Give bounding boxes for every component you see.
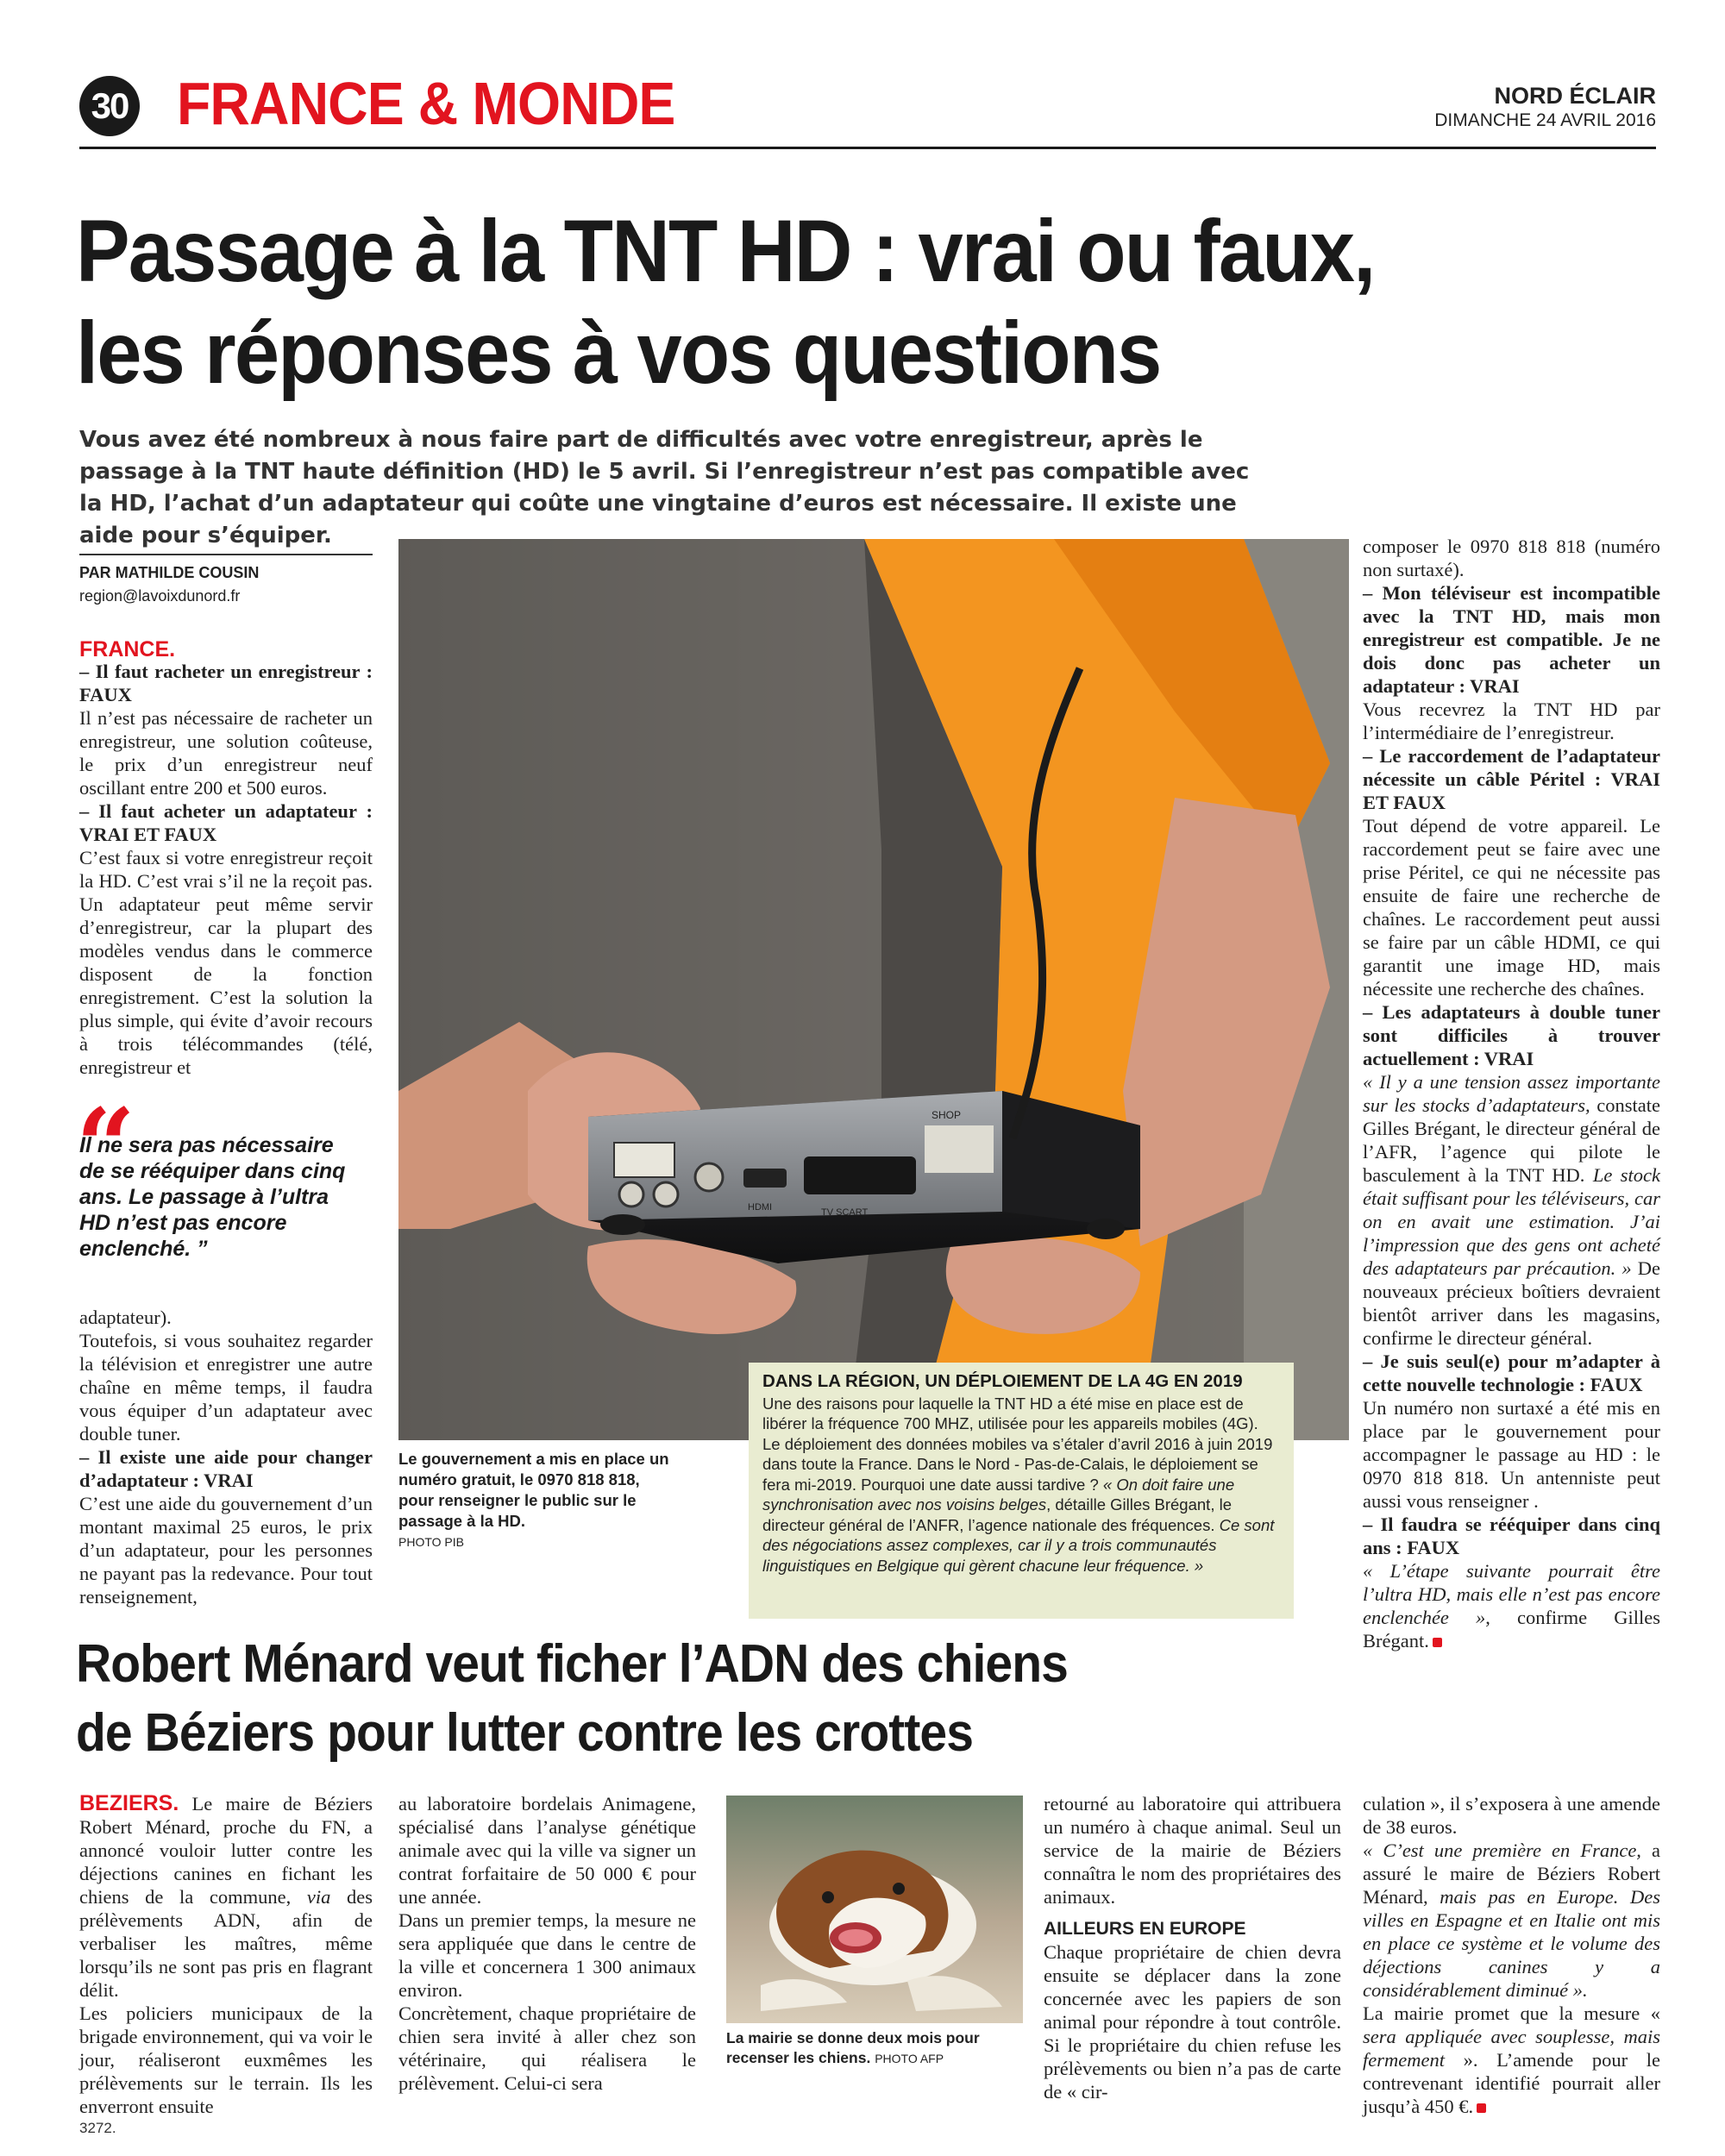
text: ». L’amende pour le contrevenant identifié pourrait aller jusqu’à 450 €. — [1363, 2049, 1660, 2117]
paragraph: C’est une aide du gouvernement d’un montant maximal 25 euros, le prix d’un adaptateur, pour les personnes ne payant pas la redevance. Pour tout renseignement, — [79, 1493, 373, 1608]
dog-illustration — [726, 1796, 1023, 2023]
info-box-4g — [749, 1363, 1294, 1619]
photo-credit: PHOTO AFP — [875, 2052, 944, 2065]
paragraph: C’est faux si votre enregistreur reçoit la HD. C’est vrai s’il ne la reçoit pas. Un adaptateur peut même servir d’enregistreur, car la plupart des modèles vendus dans le commerce disposent de la fonction enregistrement. C’est la solution la plus simple, qui évite d’avoir recours à trois télécommandes (télé, enregistreur et — [79, 847, 373, 1078]
info-box-quote: Ce sont des négociations assez complexes, car il y a trois communautés linguistiques en Belgique qui gèrent chacune leur fréquence. » — [762, 1515, 1275, 1575]
quote-text: mais pas en Europe. Des villes en Espagne et en Italie ont mis en place ce système et le volume des déjections canines y a considérablement diminué ». — [1363, 1886, 1660, 2001]
info-box-title: DANS LA RÉGION, UN DÉPLOIEMENT DE LA 4G EN 2019 — [762, 1371, 1243, 1391]
scart-port-label: TV SCART — [821, 1207, 869, 1218]
issue-date: DIMANCHE 24 AVRIL 2016 — [1434, 110, 1656, 130]
paragraph: retourné au laboratoire qui attribuera un numéro à chaque animal. Seul un service de la mairie de Béziers connaîtra le nom des propriétaires des animaux. — [1044, 1793, 1341, 1908]
photo-tnt-adapter — [398, 539, 1349, 1440]
article-2-headline — [76, 1630, 1266, 1768]
byline — [79, 554, 373, 605]
article-2-kicker: BEZIERS. — [79, 1791, 179, 1815]
headline-line-2: les réponses à vos questions — [76, 304, 1161, 402]
article-column-1 — [79, 638, 373, 1079]
paragraph: culation », il s’exposera à une amende de 38 euros. — [1363, 1793, 1660, 1838]
paragraph: Vous recevrez la TNT HD par l’intermédiaire de l’enregistreur. — [1363, 699, 1660, 743]
paragraph — [1363, 2002, 1660, 2118]
section-rubric: FRANCE & MONDE — [177, 70, 675, 137]
headline-line-1: Robert Ménard veut ficher l’ADN des chiens — [76, 1634, 1068, 1694]
photo-dog — [726, 1796, 1023, 2023]
quote-text: « C’est une première en France, — [1363, 1839, 1641, 1861]
paragraph: Chaque propriétaire de chien devra ensuite se déplacer dans la zone concernée avec les papiers de son animal pour répondre à tout contrôle. Si le propriétaire du chien refuse les prélèvements ou bien n’a pas de carte de « cir- — [1044, 1941, 1341, 2103]
device-brand-label: SHOP — [932, 1109, 962, 1121]
paragraph: Dans un premier temps, la mesure ne sera appliquée que dans le centre de la ville et concernera 1 300 animaux environ. — [398, 1909, 696, 2001]
paragraph: au laboratoire bordelais Animagene, spécialisé dans l’analyse génétique animale avec qui la ville va signer un contrat forfaitaire de 50 000 € pour une année. — [398, 1793, 696, 1908]
article-column-3 — [1363, 535, 1660, 1652]
question-4: – Mon téléviseur est incompatible avec la TNT HD, mais mon enregistreur est compatible. Je ne dois donc pas acheter un adaptateur : VRAI — [1363, 582, 1660, 697]
text: via — [306, 1886, 331, 1908]
quote-text: Le stock était suffisant pour les téléviseurs, car on en avait une estimation. J’ai l’impression que des gens ont acheté des adaptateurs par précaution. » — [1363, 1164, 1660, 1279]
paragraph: Concrètement, chaque propriétaire de chien sera invité à aller chez son vétérinaire, qui réalisera le prélèvement. Celui-ci sera — [398, 2002, 696, 2094]
quote-mark: “ — [76, 1086, 136, 1207]
paragraph — [1363, 1839, 1660, 2002]
author: PAR MATHILDE COUSIN — [79, 564, 260, 581]
text: des prélèvements ADN, afin de verbaliser les maîtres, même lorsqu’ils ne sont pas pris en flagrant délit. — [79, 1886, 373, 2001]
pull-quote: Il ne sera pas nécessaire de se rééquiper dans cinq ans. Le passage à l’ultra HD n’est pas encore enclenché. ” — [79, 1133, 346, 1261]
headline-line-1: Passage à la TNT HD : vrai ou faux, — [76, 202, 1375, 300]
author-email[interactable]: region@lavoixdunord.fr — [79, 587, 241, 605]
end-mark-icon — [1477, 2103, 1486, 2113]
paragraph: Un numéro non surtaxé a été mis en place par le gouvernement pour accompagner le passage au HD : le 0970 818 818. Un antenniste peut aussi vous renseigner . — [1363, 1397, 1660, 1512]
question-8: – Il faudra se rééquiper dans cinq ans : FAUX — [1363, 1514, 1660, 1558]
article-kicker: FRANCE. — [79, 637, 176, 661]
quote-text: « L’étape suivante pourrait être l’ultra HD, mais elle n’est pas encore enclenchée » — [1363, 1560, 1660, 1628]
paragraph: Toutefois, si vous souhaitez regarder la télévision et enregistrer une autre chaîne en même temps, il faudra vous équiper d’un adaptateur avec double tuner. — [79, 1330, 373, 1445]
info-box-text: , détaille Gilles Brégant, le directeur général de l’ANFR, l’agence nationale des fréquences. — [762, 1495, 1232, 1534]
footer-code: 3272. — [79, 2120, 116, 2136]
question-5: – Le raccordement de l’adaptateur nécessite un câble Péritel : VRAI ET FAUX — [1363, 745, 1660, 813]
question-7: – Je suis seul(e) pour m’adapter à cette nouvelle technologie : FAUX — [1363, 1351, 1660, 1395]
caption-text: La mairie se donne deux mois pour recenser les chiens. — [726, 2029, 980, 2066]
text: Le maire de Béziers Robert Ménard, proche du FN, a annoncé vouloir lutter contre les déjections canines en fichant les chiens de la commune, — [79, 1793, 373, 1908]
text: La mairie promet que la mesure « — [1363, 2002, 1660, 2024]
question-1: – Il faut racheter un enregistreur : FAUX — [79, 661, 373, 705]
paragraph: Les policiers municipaux de la brigade environnement, qui va voir le jour, réaliseront euxmêmes les prélèvements sur le terrain. Ils les enverront ensuite — [79, 2002, 373, 2117]
subheading: AILLEURS EN EUROPE — [1044, 1919, 1246, 1939]
newspaper-brand: NORD ÉCLAIR — [1494, 83, 1656, 109]
text: a assuré le maire de Béziers Robert Ménard, — [1363, 1839, 1660, 1908]
paragraph — [1363, 1070, 1660, 1350]
text: , confirme Gilles Brégant. — [1363, 1607, 1660, 1651]
question-3: – Il existe une aide pour changer d’adaptateur : VRAI — [79, 1446, 373, 1491]
caption-text: Le gouvernement a mis en place un numéro gratuit, le 0970 818 818, pour renseigner le public sur le passage à la HD. — [398, 1450, 669, 1530]
paragraph: Il n’est pas nécessaire de racheter un enregistreur, une solution coûteuse, le prix d’un enregistreur neuf oscillant entre 200 et 500 euros. — [79, 707, 373, 799]
headline-line-2: de Béziers pour lutter contre les crottes — [76, 1703, 974, 1763]
hdmi-port-label: HDMI — [748, 1202, 773, 1213]
article-2-column-1 — [79, 1792, 373, 2118]
text: De nouveaux précieux boîtiers devraient bientôt arriver dans les magasins, confirme le directeur général. — [1363, 1257, 1660, 1349]
info-box-text: Une des raisons pour laquelle la TNT HD a été mise en place est de libérer la fréquence 700 MHZ, utilisée pour les appareils mobiles (4G). Le déploiement des données mobiles va s’étaler d’avril 2016 à juin 2019 dans toute la France. Dans le Nord - Pas-de-Calais, le déploiement se fera mi-2019. Pourquoi une date aussi tardive ? — [762, 1394, 1273, 1494]
quote-text: « Il y a une tension assez importante sur les stocks d’adaptateurs, — [1363, 1071, 1660, 1116]
paragraph — [79, 1792, 373, 2002]
photo-caption — [398, 1449, 674, 1552]
article-2-column-2 — [398, 1792, 696, 2095]
article-headline — [76, 200, 1536, 404]
article-2-column-3 — [1044, 1792, 1341, 2103]
text: constate Gilles Brégant, le directeur général de l’AFR, l’agence qui pilote le basculement à la TNT HD. — [1363, 1094, 1660, 1186]
paragraph: adaptateur). — [79, 1307, 172, 1328]
photo-2-caption — [726, 2028, 1023, 2069]
article-column-1-continued — [79, 1306, 373, 1608]
question-2: – Il faut acheter un adaptateur : VRAI ET FAUX — [79, 800, 373, 845]
quote-text: sera appliquée avec souplesse, mais fermement — [1363, 2026, 1660, 2071]
header-rule — [79, 147, 1656, 149]
end-mark-icon — [1433, 1638, 1442, 1647]
paragraph: Tout dépend de votre appareil. Le raccordement peut se faire avec une prise Péritel, ce qui ne nécessite pas ensuite de faire une recherche de chaînes. Le raccordement peut aussi se faire par un câble HDMI, ce qui garantit une image HD, mais nécessite une recherche des chaînes. — [1363, 815, 1660, 1000]
paragraph — [1363, 1559, 1660, 1652]
info-box-quote: « On doit faire une synchronisation avec nos voisins belges — [762, 1475, 1235, 1514]
article-lede: Vous avez été nombreux à nous faire part de difficultés avec votre enregistreur, après le passage à la TNT haute définition (HD) le 5 avril. Si l’enregistreur n’est pas compatible avec la HD, l’achat d’un adaptateur qui coûte une vingtaine d’euros est nécessaire. Il existe une aide pour s’équiper. — [79, 427, 1250, 548]
paragraph: composer le 0970 818 818 (numéro non surtaxé). — [1363, 536, 1660, 580]
page-number-badge: 30 — [79, 76, 140, 136]
tnt-adapter-illustration — [398, 539, 1349, 1440]
article-2-column-4 — [1363, 1792, 1660, 2118]
photo-credit: PHOTO PIB — [398, 1535, 464, 1549]
question-6: – Les adaptateurs à double tuner sont difficiles à trouver actuellement : VRAI — [1363, 1001, 1660, 1069]
